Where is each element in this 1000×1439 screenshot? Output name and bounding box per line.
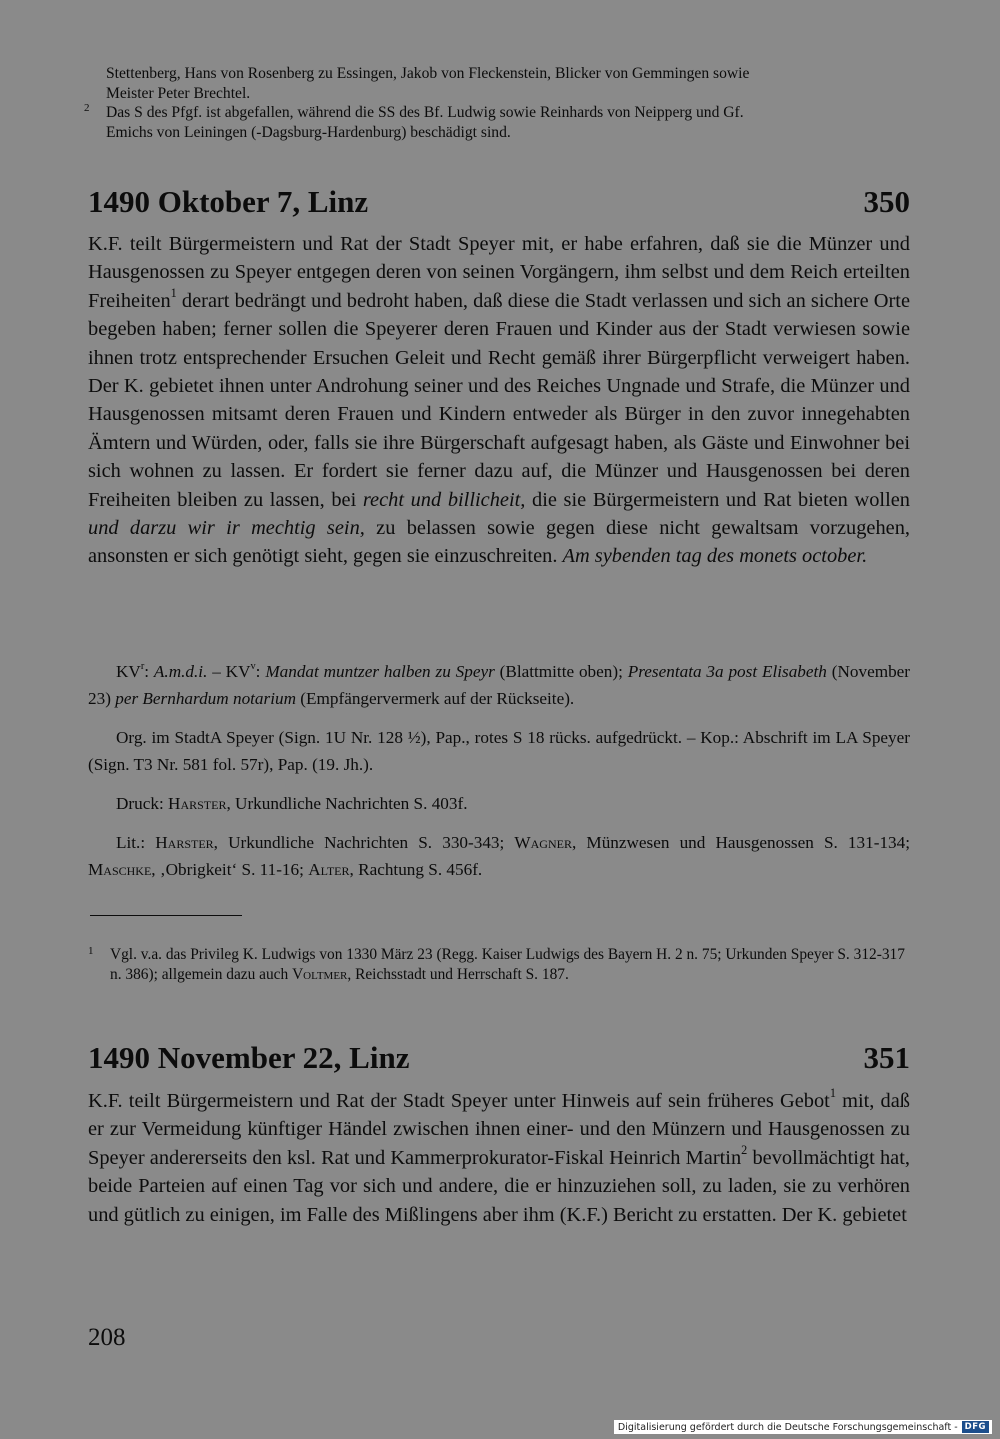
footnote-line: 1 Vgl. v.a. das Privileg K. Ludwigs von 1330 März 23 (Regg. Kaiser Ludwigs des Bayern H. 2 n. 75; Urkunden Speyer S. 312-317 n. 386); allgemein dazu auch Voltmer, Reichsstadt und Herrschaft S. 187. [88,945,905,983]
original-note: Org. im StadtA Speyer (Sign. 1U Nr. 128 ½), Pap., rotes S 18 rücks. aufgedrückt. – Kop.: Abschrift im LA Speyer (Sign. T3 Nr. 581 fol. 57r), Pap. (19. Jh.). [88,728,910,774]
entry-date-place: 1490 November 22, Linz [88,1040,410,1075]
entry-number: 351 [863,1040,910,1075]
entry-351-heading [88,1040,910,1080]
footnote-line: Stettenberg, Hans von Rosenberg zu Essingen, Jakob von Fleckenstein, Blicker von Gemmingen sowie [106,65,750,82]
kv-note: $KV^r$: A.m.d.i. – $KV^v$: Mandat muntzer halben zu Speyr (Blattmitte oben); Presentata 3a post Elisabeth (November 23) per Bernhardum notarium (Empfängervermerk auf der Rückseite). [88,660,911,708]
footnote-line: 2 Das S des Pfgf. ist abgefallen, während die SS des Bf. Ludwig sowie Reinhards von Neipperg und Gf. [84,102,744,121]
entry-350-heading [88,184,910,224]
literature-note: Lit.: Harster, Urkundliche Nachrichten S. 330-343; Wagner, Münzwesen und Hausgenossen S. 131-134; Maschke, ‚Obrigkeit‘ S. 11-16; Alter, Rachtung S. 456f. [88,833,910,879]
entry-350-apparatus [88,658,910,883]
entry-date-place: 1490 Oktober 7, Linz [88,184,369,219]
footnote-ref: 2 [741,1143,748,1158]
entry-351-regest: K.F. teilt Bürgermeistern und Rat der Stadt Speyer unter Hinweis auf sein früheres Gebot$^1$ mit, daß er zur Vermeidung künftiger Händel zwischen ihnen einer- und den Münzern und Hausgenossen zu Speyer andererseits den ksl. Rat und Kammerprokurator-Fiskal Heinrich Martin$^2$ bevollmächtigt hat, beide Parteien auf einen Tag vor sich und andere, die er hinzuziehen soll, zu laden, sie zu verhören und gütlich zu einigen, im Falle des Mißlingens aber ihm (K.F.) Bericht zu erstatten. Der K. gebietet [88,1086,910,1226]
footnote-line: Emichs von Leiningen (-Dagsburg-Hardenburg) beschädigt sind. [106,123,511,141]
footnote-ref: 1 [829,1086,836,1101]
druck-note: Druck: Harster, Urkundliche Nachrichten S. 403f. [116,794,468,813]
entry-350-footnotes [88,945,910,985]
footnote-line: Meister Peter Brechtel. [106,84,251,102]
entry-350-regest: K.F. teilt Bürgermeistern und Rat der Stadt Speyer mit, er habe erfahren, daß sie die Münzer und Hausgenossen zu Speyer entgegen deren von seinen Vorgängern, ihm selbst und dem Reich erteilten Freiheiten$^1$ derart bedrängt und bedroht haben, daß diese die Stadt verlassen und sich an sichere Orte begeben haben; ferner sollen die Speyerer deren Frauen und Kinder aus der Stadt verwiesen sowie ihnen trotz entsprechender Ersuchen Geleit und Recht gemäß ihrer Bürgerpflicht verweigert haben. Der K. gebietet ihnen unter Androhung seiner und des Reiches Ungnade und Strafe, die Münzer und Hausgenossen mitsamt deren Frauen und Kindern entweder als Bürger in den zuvor innegehabten Ämtern und Würden, oder, falls sie ihre Bürgerschaft aufgesagt haben, als Gäste und Einwohner bei sich wohnen zu lassen. Er fordert sie ferner dazu auf, die Münzer und Hausgenossen bei deren Freiheiten bleiben zu lassen, bei recht und billicheit, die sie Bürgermeistern und Rat bieten wollen und darzu wir ir mechtig sein, zu belassen sowie gegen diese nicht gewaltsam vorzugehen, ansonsten er sich genötigt sieht, gegen sie einzuschreiten. Am sybenden tag des monets october. [88,233,910,568]
entry-number: 350 [863,184,910,219]
dfg-logo-icon: DFG [962,1421,989,1433]
digitization-credit: Digitalisierung gefördert durch die Deutsche Forschungsgemeinschaft - DFG [614,1420,992,1434]
footnotes-continued [80,64,910,142]
page-number: 208 [88,1324,126,1351]
footnote-ref: 1 [170,286,177,301]
footnote-separator [90,915,242,916]
